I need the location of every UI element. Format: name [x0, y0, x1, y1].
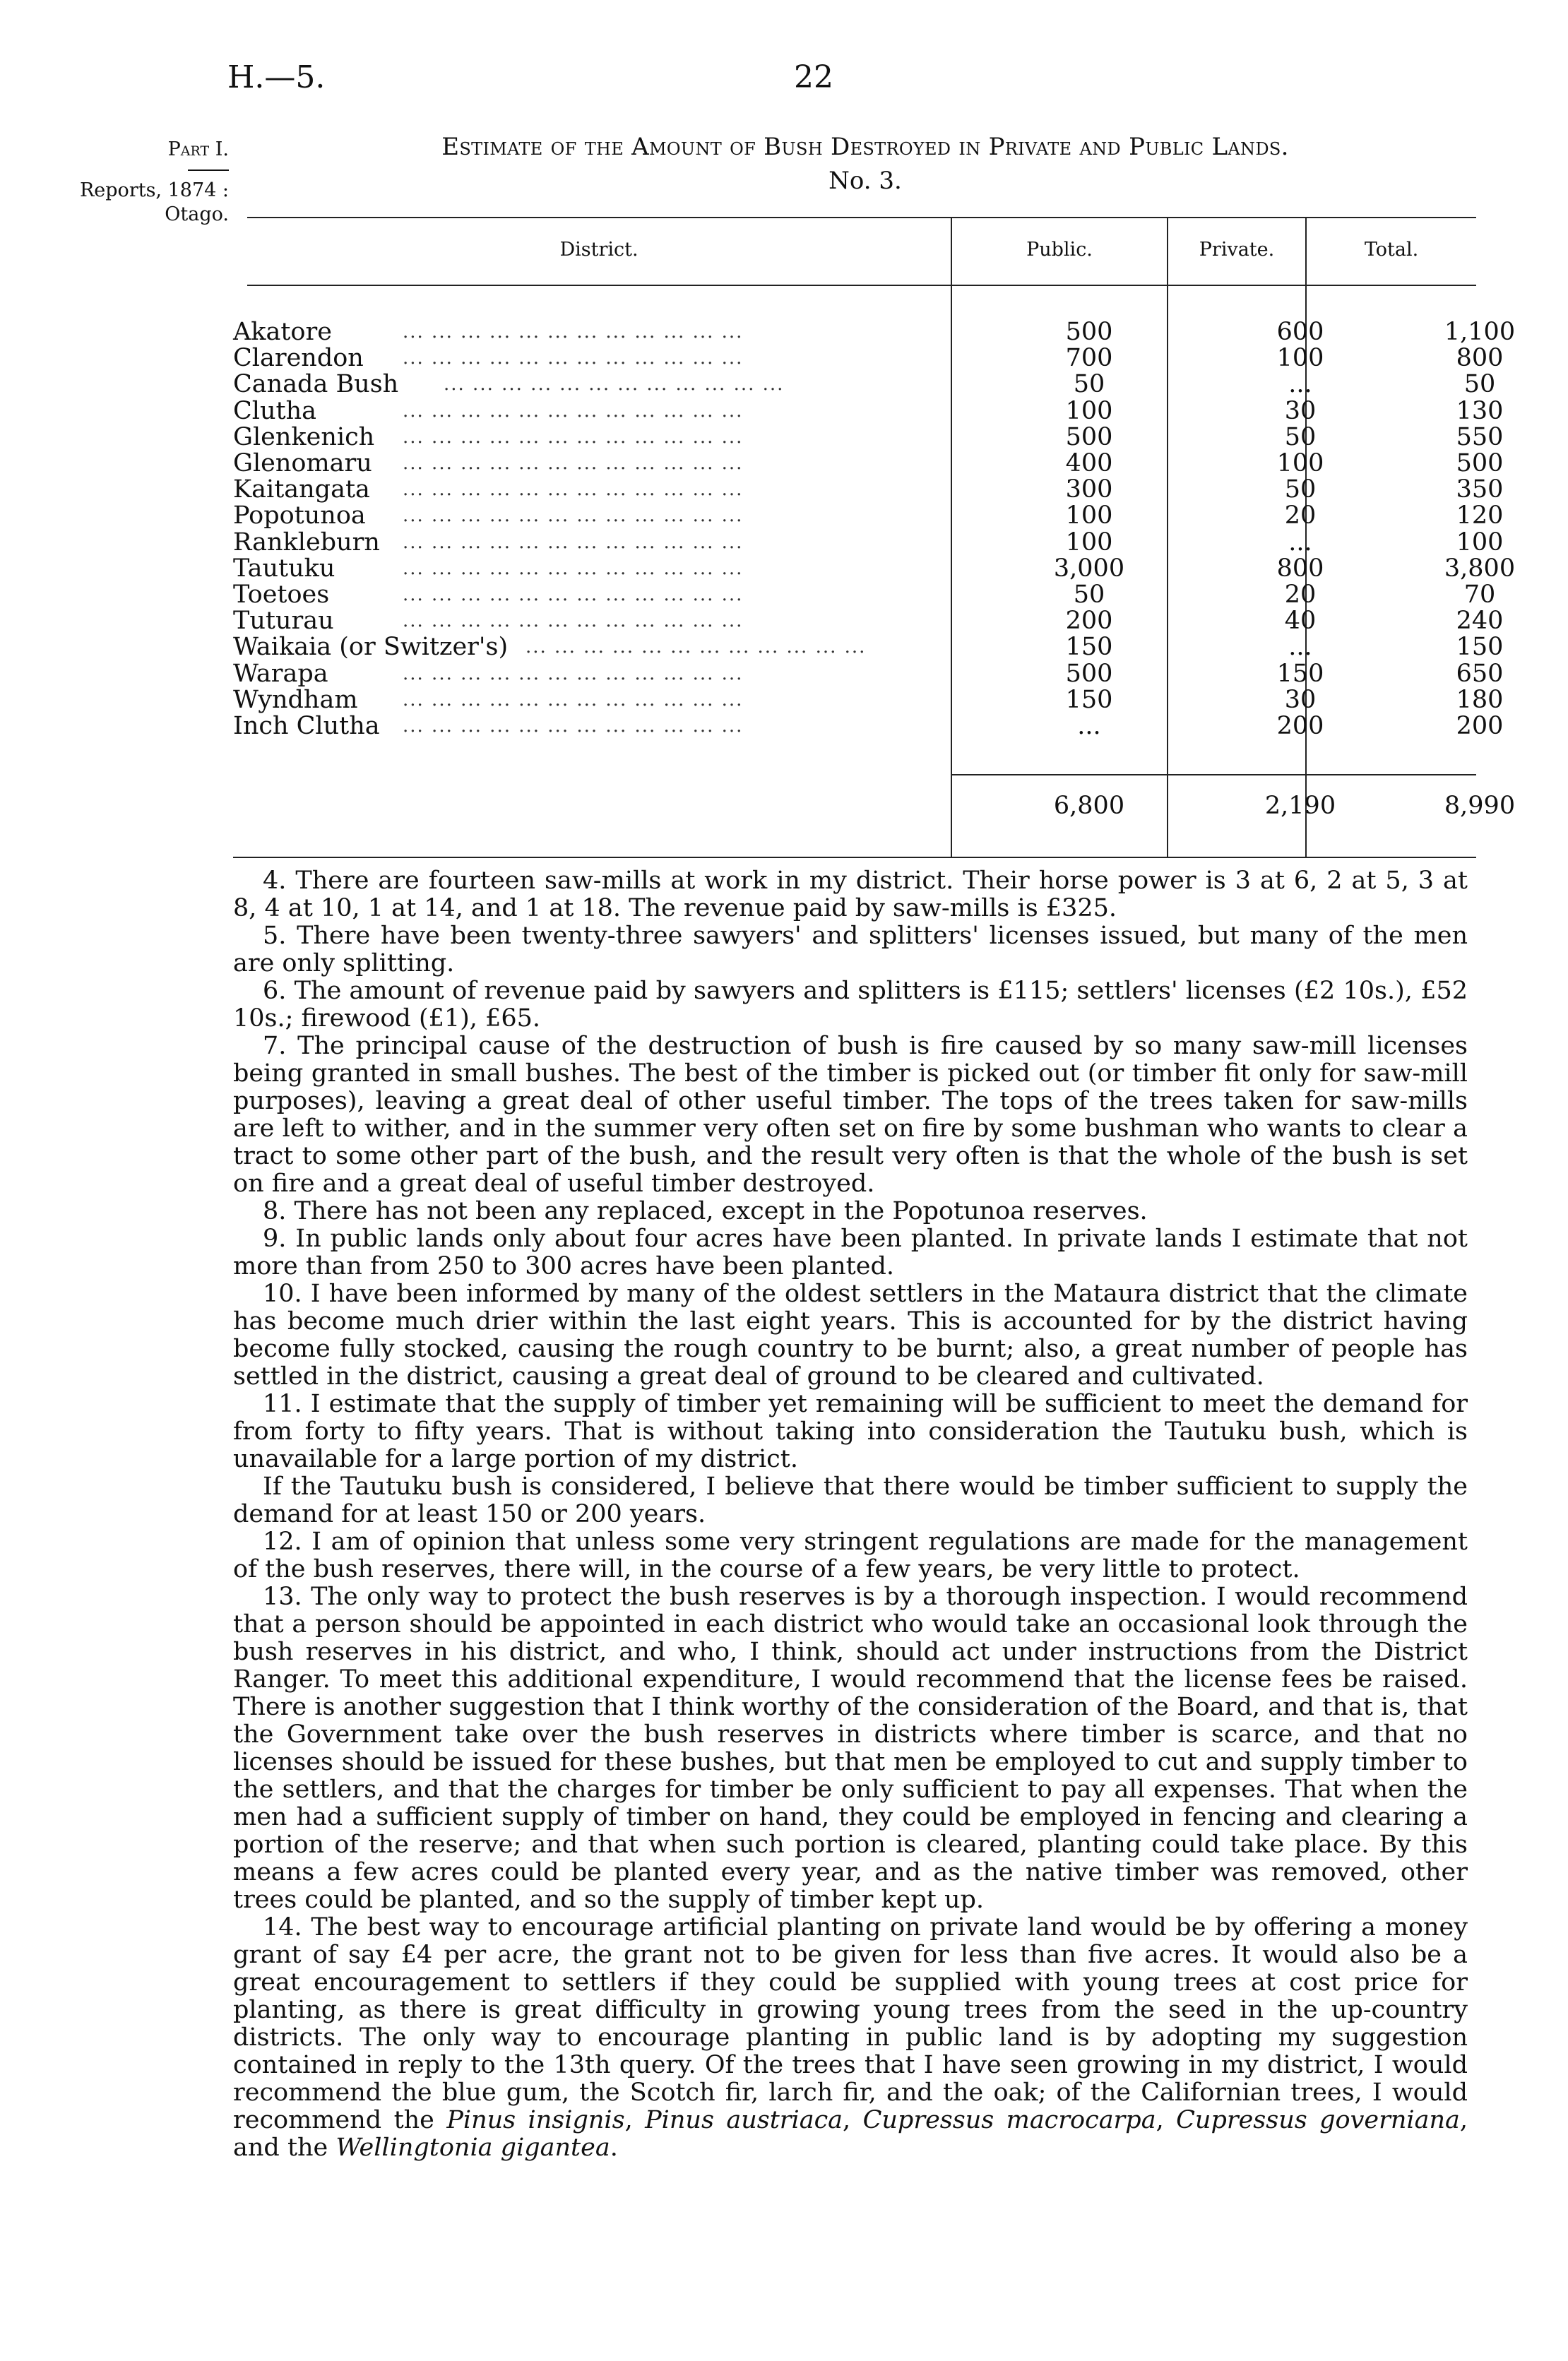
total-value: 100: [1456, 528, 1504, 557]
district-name: Akatore: [233, 318, 332, 346]
public-value: 500: [1065, 318, 1113, 346]
total-value: 500: [1456, 449, 1504, 477]
public-value: 100: [1065, 396, 1113, 425]
leader-dots: ... ... ... ... ... ... ... ... ... ... ... ...: [403, 557, 744, 579]
paragraph-12: 12. I am of opinion that unless some very stringent regulations are made for the management of the bush reserves, there will, in the course of a few years, be very little to protect.: [233, 1528, 1468, 1583]
public-value: 200: [1065, 607, 1113, 636]
sum-rule-private: [1167, 774, 1305, 775]
public-value: 100: [1065, 528, 1113, 557]
private-value: 50: [1284, 422, 1317, 451]
leader-dots: ... ... ... ... ... ... ... ... ... ... ... ...: [403, 321, 744, 343]
district-name: Wyndham: [233, 685, 358, 714]
leader-dots: ... ... ... ... ... ... ... ... ... ... ... ...: [403, 715, 744, 737]
sum-rule-total: [1305, 774, 1476, 775]
paragraph-10: 10. I have been informed by many of the oldest settlers in the Mataura district that the climate has become much drier within the last eight years. This is accounted for by the district having become fully stocked, causing the rough country to be burnt; also, a great number of people has settled in the district, causing a great deal of ground to be cleared and cultivated.: [233, 1280, 1468, 1391]
total-private: 2,190: [1264, 792, 1336, 820]
total-value: 3,800: [1444, 554, 1516, 583]
paragraph-11: 11. I estimate that the supply of timber yet remaining will be sufficient to meet the demand for from forty to fifty years. That is without taking into consideration the Tautuku bush, which is unavailable for a large portion of my district.: [233, 1390, 1468, 1473]
public-value: 500: [1065, 422, 1113, 451]
private-value: ...: [1288, 528, 1312, 557]
table-row: [233, 370, 1496, 399]
total-total: 8,990: [1444, 792, 1516, 820]
total-value: 1,100: [1444, 318, 1516, 346]
totals-row: [233, 792, 1516, 820]
leader-dots: ... ... ... ... ... ... ... ... ... ... ... ...: [403, 453, 744, 474]
leader-dots: ... ... ... ... ... ... ... ... ... ... ... ...: [403, 610, 744, 632]
column-header-private: Private.: [1199, 239, 1275, 261]
paragraph-6: 6. The amount of revenue paid by sawyers and splitters is £115; settlers' licenses (£2 10s.), £52 10s.; firewood (£1), £65.: [233, 977, 1468, 1033]
leader-dots: ... ... ... ... ... ... ... ... ... ... ... ...: [403, 347, 744, 369]
private-value: 600: [1276, 318, 1324, 346]
document-id: H.—5.: [227, 59, 326, 95]
margin-note: [34, 136, 229, 229]
total-value: 800: [1456, 344, 1504, 373]
public-value: 500: [1065, 659, 1113, 688]
table-title: Estimate of the Amount of Bush Destroyed in Private and Public Lands.: [441, 133, 1289, 161]
table-top-rule: [247, 217, 1476, 218]
total-value: 550: [1456, 422, 1504, 451]
public-value: ...: [1077, 712, 1101, 740]
district-name: Popotunoa: [233, 501, 366, 530]
district-name: Glenkenich: [233, 422, 375, 451]
sum-rule-public: [951, 774, 1167, 775]
district-name: Tuturau: [233, 607, 334, 636]
district-name: Tautuku: [233, 554, 335, 583]
private-value: 20: [1284, 581, 1317, 609]
table-row: [233, 422, 1504, 451]
private-value: 30: [1284, 396, 1317, 425]
leader-dots: ... ... ... ... ... ... ... ... ... ... ... ...: [403, 584, 744, 605]
private-value: 20: [1284, 501, 1317, 530]
public-value: 100: [1065, 501, 1113, 530]
table-row: [233, 685, 1504, 714]
species-cupressus-governiana: Cupressus governiana: [1176, 2106, 1460, 2134]
district-name: Clarendon: [233, 344, 364, 373]
table-row: [233, 318, 1516, 346]
paragraph-8: 8. There has not been any replaced, except in the Popotunoa reserves.: [263, 1197, 1148, 1225]
total-value: 70: [1463, 581, 1496, 609]
private-value: ...: [1288, 633, 1312, 662]
private-value: 100: [1276, 344, 1324, 373]
private-value: 150: [1276, 659, 1324, 688]
table-row: [233, 396, 1504, 425]
column-header-total: Total.: [1364, 239, 1419, 261]
table-row: [233, 449, 1504, 477]
public-value: 700: [1065, 344, 1113, 373]
total-value: 180: [1456, 685, 1504, 714]
table-subtitle: No. 3.: [828, 167, 902, 195]
public-value: 400: [1065, 449, 1113, 477]
leader-dots: ... ... ... ... ... ... ... ... ... ... ... ...: [525, 636, 867, 658]
paragraph-9: 9. In public lands only about four acres have been planted. In private lands I estimate that not more than from 250 to 300 acres have been planted.: [233, 1225, 1468, 1280]
paragraph-14-text: 14. The best way to encourage artificial planting on private land would be by offering a money grant of say £4 per acre, the grant not to be given for less than five acres. It would also be a great encouragement to settlers if they could be supplied with young trees at cost price for planting, as there is great difficulty in growing young trees from the seed in the up-country districts. The only way to encourage planting in public land is by adopting my suggestion contained in reply to the 13th query. Of the trees that I have seen growing in my district, I would recommend the blue gum, the Scotch fir, larch fir, and the oak; of the Californian trees, I would recommend the: [233, 1913, 1468, 2134]
public-value: 150: [1065, 685, 1113, 714]
reports-label: Reports, 1874 :: [79, 179, 229, 201]
leader-dots: ... ... ... ... ... ... ... ... ... ... ... ...: [403, 662, 744, 684]
table-row: [233, 659, 1504, 688]
leader-dots: ... ... ... ... ... ... ... ... ... ... ... ...: [403, 426, 744, 448]
paragraph-5: 5. There have been twenty-three sawyers' and splitters' licenses issued, but many of the men are only splitting.: [233, 922, 1468, 977]
and-the-text: and the: [233, 2134, 328, 2162]
total-value: 150: [1456, 633, 1504, 662]
leader-dots: ... ... ... ... ... ... ... ... ... ... ... ...: [403, 479, 744, 501]
private-value: ...: [1288, 370, 1312, 399]
paragraph-11-continued: If the Tautuku bush is considered, I believe that there would be timber sufficient to supply the demand for at least 150 or 200 years.: [233, 1473, 1468, 1528]
species-pinus-insignis: Pinus insignis: [446, 2106, 625, 2134]
public-value: 150: [1065, 633, 1113, 662]
total-value: 200: [1456, 712, 1504, 740]
table-row: [233, 344, 1504, 373]
district-name: Canada Bush: [233, 370, 399, 399]
private-value: 30: [1284, 685, 1317, 714]
table-row: [233, 501, 1504, 530]
table-row: [233, 581, 1496, 609]
total-value: 130: [1456, 396, 1504, 425]
table-header-rule: [247, 285, 1476, 286]
public-value: 50: [1073, 581, 1105, 609]
table-row: [233, 633, 1504, 662]
leader-dots: ... ... ... ... ... ... ... ... ... ... ... ...: [403, 531, 744, 553]
leader-dots: ... ... ... ... ... ... ... ... ... ... ... ...: [403, 400, 744, 422]
column-header-district: District.: [559, 239, 639, 261]
region-label: Otago.: [165, 203, 229, 225]
report-text: [233, 867, 1468, 2162]
private-value: 50: [1284, 475, 1317, 504]
species-pinus-austriaca: Pinus austriaca: [645, 2106, 843, 2134]
leader-dots: ... ... ... ... ... ... ... ... ... ... ... ...: [403, 505, 744, 527]
table-row: [233, 712, 1504, 740]
district-name: Glenomaru: [233, 449, 372, 477]
district-name: Waikaia (or Switzer's): [233, 633, 509, 662]
table-row: [233, 475, 1504, 504]
leader-dots: ... ... ... ... ... ... ... ... ... ... ... ...: [444, 374, 785, 396]
part-label: Part I.: [167, 138, 229, 160]
total-public: 6,800: [1053, 792, 1125, 820]
paragraph-13: 13. The only way to protect the bush reserves is by a thorough inspection. I would recommend that a person should be appointed in each district who would take an occasional look through the bush reserves in his district, and who, I think, should act under instructions from the District Ranger. To meet this additional expenditure, I would recommend that the license fees be raised. There is another suggestion that I think worthy of the consideration of the Board, and that is, that the Government take over the bush reserves in districts where timber is scarce, and that no licenses should be issued for these bushes, but that men be employed to cut and supply timber to the settlers, and that the charges for timber be only sufficient to pay all expenses. That when the men had a sufficient supply of timber on hand, they could be employed in fencing and clearing a portion of the reserve; and that when such portion is cleared, planting could take place. By this means a few acres could be planted every year, and as the native timber was removed, other trees could be planted, and so the supply of timber kept up.: [233, 1583, 1468, 1914]
district-name: Warapa: [233, 659, 328, 688]
page-number: 22: [794, 59, 833, 95]
paragraph-4: 4. There are fourteen saw-mills at work in my district. Their horse power is 3 at 6, 2 at 5, 3 at 8, 4 at 10, 1 at 14, and 1 at 18. The revenue paid by saw-mills is £325.: [233, 867, 1468, 922]
species-cupressus-macrocarpa: Cupressus macrocarpa: [862, 2106, 1156, 2134]
column-header-public: Public.: [1026, 239, 1093, 261]
private-value: 800: [1276, 554, 1324, 583]
district-name: Inch Clutha: [233, 712, 380, 740]
table-bottom-rule: [233, 857, 1476, 858]
total-value: 50: [1463, 370, 1496, 399]
table-row: [233, 607, 1504, 636]
paragraph-7: 7. The principal cause of the destruction of bush is fire caused by so many saw-mill licenses being granted in small bushes. The best of the timber is picked out (or timber fit only for saw-mill purposes), leaving a great deal of other useful timber. The tops of the trees taken for saw-mills are left to wither, and in the summer very often set on fire by some bushman who wants to clear a tract to some other part of the bush, and the result very often is that the whole of the bush is set on fire and a great deal of useful timber destroyed.: [233, 1032, 1468, 1198]
public-value: 300: [1065, 475, 1113, 504]
leader-dots: ... ... ... ... ... ... ... ... ... ... ... ...: [403, 689, 744, 710]
total-value: 650: [1456, 659, 1504, 688]
private-value: 200: [1276, 712, 1324, 740]
public-value: 3,000: [1053, 554, 1125, 583]
total-value: 240: [1456, 607, 1504, 636]
table-row: [233, 528, 1504, 557]
public-value: 50: [1073, 370, 1105, 399]
private-value: 40: [1284, 607, 1317, 636]
district-name: Toetoes: [233, 581, 330, 609]
district-name: Kaitangata: [233, 475, 370, 504]
species-wellingtonia: Wellingtonia gigantea: [335, 2134, 610, 2162]
district-name: Clutha: [233, 396, 316, 425]
private-value: 100: [1276, 449, 1324, 477]
total-value: 350: [1456, 475, 1504, 504]
district-name: Rankleburn: [233, 528, 380, 557]
total-value: 120: [1456, 501, 1504, 530]
paragraph-14: 14. The best way to encourage artificial planting on private land would be by offering a money grant of say £4 per acre, the grant not to be given for less than five acres. It would also be a great encouragement to settlers if they could be supplied with young trees at cost price for planting, as there is great difficulty in growing young trees from the seed in the up-country districts. The only way to encourage planting in public land is by adopting my suggestion contained in reply to the 13th query. Of the trees that I have seen growing in my district, I would recommend the blue gum, the Scotch fir, larch fir, and the oak; of the Californian trees, I would recommend the Pinus insignis, Pinus austriaca, Cupressus macrocarpa, Cupressus governiana, and the Wellingtonia gigantea.: [233, 1913, 1468, 2162]
table-row: [233, 554, 1516, 583]
